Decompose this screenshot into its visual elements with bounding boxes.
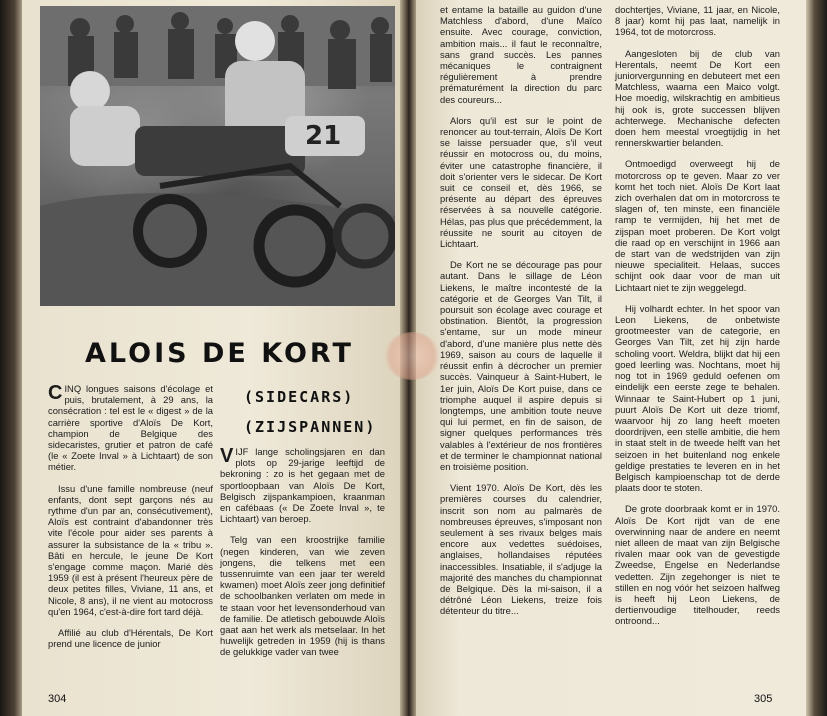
book-edge-right <box>806 0 827 716</box>
paragraph-text: IJF lange scholingsjaren en dan plots op 29-jarige leeftijd de bekroning : zo is het gegaan met de sportloopbaan van Aloïs De Kort, Belgisch zijspankampioen, kraanman en cafébaas (« De Zoete Inval », te Lichtaart) van beroep. <box>220 446 385 525</box>
subtitle-dutch: (ZIJSPANNEN) <box>244 418 377 436</box>
paragraph <box>220 446 385 524</box>
paragraph-text: INQ longues saisons d'écolage et puis, brutalement, à 29 ans, la consécration : tel est le « digest » de la carrière sportive d'Aloïs De Kort, champion de Belgique des sidecaristes, grutier et patron de café (le « Zoete Inval » à Lichtaart) de son métier. <box>48 383 213 473</box>
paragraph: Alors qu'il est sur le point de renoncer au tout-terrain, Aloïs De Kort se laisse persuader que, s'il veut réussir en motocross ou, du moins, éviter une catastrophe financière, il doit s'orienter vers le sidecar. De Kort suit ce conseil et, dès 1966, se présente au départ des épreuves réservées à sa nouvelle catégorie. Hélas, pas plus que précédemment, la réussite ne sourit au citoyen de Lichtaart. <box>440 114 602 250</box>
paragraph: Telg van een kroostrijke familie (negen kinderen, van wie zeven jongens, die telkens met een tussenruimte van een jaar ter wereld kwamen) moet Aloïs zeer jong definitief de schoolbanken verlaten om mede in te staan voor het levensonderhoud van de familie. De atletisch gebouwde Aloïs gaat aan het werk als metselaar. In het huwelijk getreden in 1959 (hij is thans de gelukkige vader van twee <box>220 534 385 658</box>
paragraph: Vient 1970. Aloïs De Kort, dès les premières courses du calendrier, inscrit son nom au palmarès de nombreuses épreuves, s'imposant non seulement à ses rivaux belges mais encore aux vedettes suédoises, anglaises, hollandaises réputées inaccessibles. Insatiable, il s'adjuge la majorité des manches du championnat de Belgique. Dès la mi-saison, il a détrôné Léon Liekens, treize fois détenteur du titre... <box>440 482 602 617</box>
page-number-right: 305 <box>754 693 773 705</box>
svg-text:21: 21 <box>305 121 342 151</box>
paragraph: Affilié au club d'Hérentals, De Kort prend une licence de junior <box>48 627 213 650</box>
right-column-french <box>440 4 602 627</box>
paragraph: Aangesloten bij de club van Herentals, neemt De Kort een juniorvergunning en debuteert met een Matchless, waarna een Maico volgt. Hoe moedig, wilskrachtig en ambitieus hij ook is, grote successen blijven achterwege. Mechanische defecten doen hem meestal vroegtijdig in het rennerskwartier belanden. <box>615 47 780 149</box>
watermark-logo <box>384 332 440 380</box>
subtitle-french: (SIDECARS) <box>244 388 355 406</box>
book-edge-left <box>0 0 24 716</box>
paragraph: Issu d'une famille nombreuse (neuf enfants, dont sept garçons nés au rythme d'un par an, consécutivement), Aloïs est contraint d'abandonner très vite l'école pour aider ses parents à assurer la subsistance de la « tribu ». Bâti en hercule, le jeune De Kort s'engage comme maçon. Marié dès 1959 (il est à présent l'heureux père de deux petites filles, Viviane, 11 ans, et Nicole, 8 ans), il ne vient au motocross qu'en 1964, c'est-à-dire fort tard déjà. <box>48 482 213 617</box>
paragraph: Ontmoedigd overweegt hij de motorcross op te geven. Maar zo ver komt het toch niet. Aloïs De Kort laat zich overhalen dat om in motorcross te slagen of, ten minste, een financiële ramp te vermijden, hij het met de zijspan moet proberen. De Kort volgt die raad op en verschijnt in 1966 aan de start van de wedstrijden van zijn nieuwe specialiteit. Helaas, succes schijnt ook daar voor de man uit Lichtaart niet te zijn weggelegd. <box>615 158 780 293</box>
photo-illustration <box>40 6 395 306</box>
paragraph: et entame la bataille au guidon d'une Matchless d'abord, d'une Maïco ensuite. Avec courage, conviction, ambition mais... il faut le reconnaître, sans grand succès. Les pannes mécaniques le contraignent régulièrement à prendre prématurément la direction du parc des coureurs... <box>440 4 602 105</box>
right-column-dutch <box>615 4 780 637</box>
paragraph: dochtertjes, Viviane, 11 jaar, en Nicole, 8 jaar) komt hij pas laat, namelijk in 1964, tot de motorcross. <box>615 4 780 38</box>
drop-cap: V <box>220 445 234 467</box>
paragraph: De grote doorbraak komt er in 1970. Aloïs De Kort rijdt van de ene overwinning naar de andere en neemt niet alleen de maat van zijn Belgische rivalen maar ook van de gevestigde Zweedse, Engelse en Nederlandse vedetten. Zijn zegehonger is niet te stillen en nog vóór het seizoen halfweg is heeft hij Leon Liekens, de dertienvoudige titelhouder, reeds ontroond... <box>615 503 780 627</box>
sidecar-race-photo <box>40 6 395 306</box>
left-column-dutch <box>220 446 385 668</box>
left-column-french <box>48 383 213 659</box>
page-number-left: 304 <box>48 693 67 705</box>
paragraph: Hij volhardt echter. In het spoor van Leon Liekens, de onbetwiste grootmeester van de categorie, en Georges Van Tilt, zet hij zijn harde scholing voort. Weldra, blijkt dat hij een goed leerling was. Nochtans, moet hij nog tot in 1969 geduld oefenen om eindelijk een eerste zege te behalen. Winnaar te Saint-Hubert op 1 juni, puurt Aloïs De Kort uit deze triomf, waarvoor hij zo lang heeft moeten doordrijven, een stelle ambitie, die hem in staat stelt in de tweede helft van het seizoen in het buitenland nog enkele geldige prestaties te leveren en in het Belgisch kampioenschap tot de derde plaats door te stoten. <box>615 302 780 494</box>
article-title: ALOIS DE KORT <box>85 338 354 369</box>
paragraph <box>48 383 213 473</box>
drop-cap: C <box>48 382 63 404</box>
paragraph: De Kort ne se décourage pas pour autant. Dans le sillage de Léon Liekens, le maître incontesté de la catégorie et de Georges Van Tilt, il poursuit son écolage avec courage et obstination. Bientôt, la progression s'entame, sur un mode mineur d'abord, d'une manière plus nette dès 1969, saison au cours de laquelle il réussit enfin à décrocher un premier succès. Vainqueur à Saint-Hubert, le 1er juin, Aloïs De Kort puise, dans ce triomphe auquel il aspire depuis si longtemps, une ambition toute neuve qui lui permet, en fin de saison, de signer quelques performances très valables à l'extérieur de nos frontières et de terminer le championnat national en troisième position. <box>440 259 602 472</box>
